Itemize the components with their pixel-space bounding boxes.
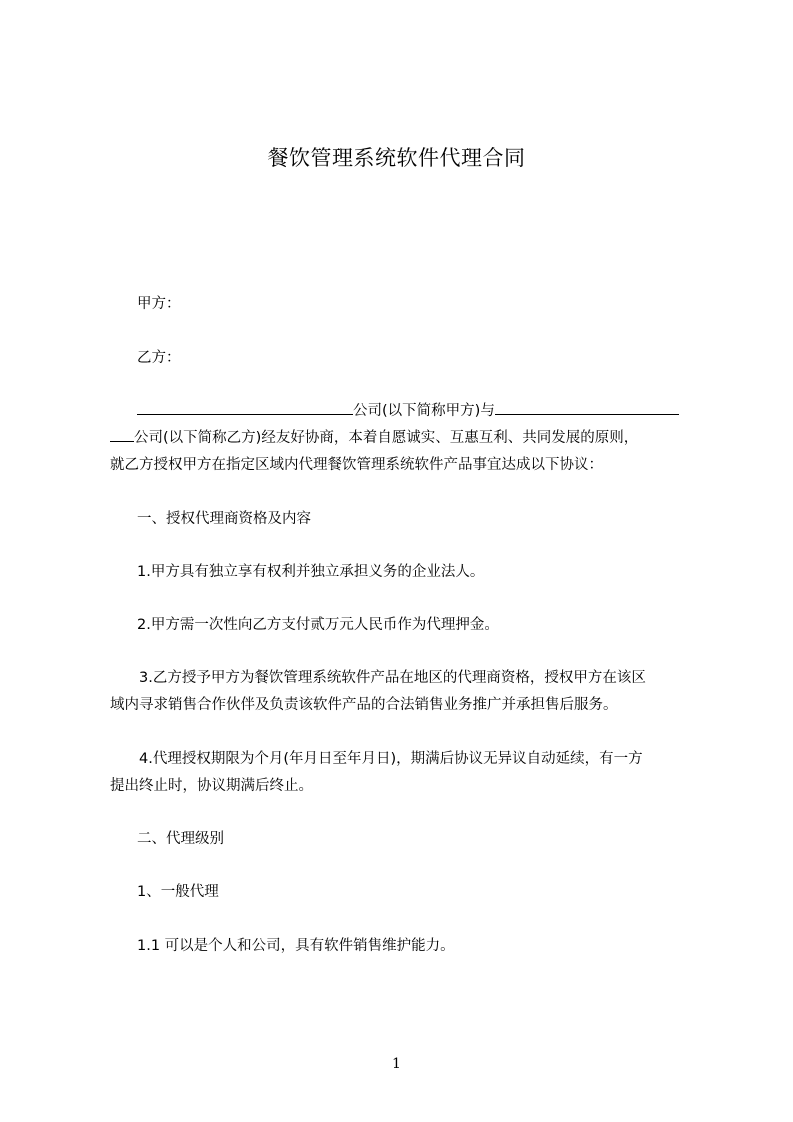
section2-heading: 二、代理级别 xyxy=(137,831,224,847)
party-a-label: 甲方： xyxy=(137,296,181,312)
section2-sub1: 1、一般代理 xyxy=(137,884,219,900)
section1-item4-line2: 提出终止时，协议期满后终止。 xyxy=(110,778,313,794)
section2-sub1-1: 1.1 可以是个人和公司，具有软件销售维护能力。 xyxy=(137,938,455,954)
section1-item1: 1.甲方具有独立享有权利并独立承担义务的企业法人。 xyxy=(137,564,485,580)
section1-item4-line1: 4.代理授权期限为个月(年月日至年月日)，期满后协议无异议自动延续，有一方 xyxy=(139,751,643,767)
party-a-blank xyxy=(137,400,353,415)
intro-text-2: 公司(以下简称乙方)经友好协商，本着自愿诚实、互惠互利、共同发展的原则， xyxy=(134,430,639,446)
intro-line-3: 就乙方授权甲方在指定区域内代理餐饮管理系统软件产品事宜达成以下协议： xyxy=(110,457,603,473)
section1-item3-line2: 域内寻求销售合作伙伴及负责该软件产品的合法销售业务推广并承担售后服务。 xyxy=(110,697,618,713)
party-b-blank-cont xyxy=(110,427,134,442)
section1-item2: 2.甲方需一次性向乙方支付贰万元人民币作为代理押金。 xyxy=(137,617,499,633)
party-b-blank xyxy=(495,400,679,415)
party-b-label: 乙方： xyxy=(137,350,181,366)
document-title: 餐饮管理系统软件代理合同 xyxy=(267,146,526,170)
section1-heading: 一、授权代理商资格及内容 xyxy=(137,511,311,527)
page-number: 1 xyxy=(392,1056,401,1072)
intro-text-1: 公司(以下简称甲方)与 xyxy=(353,403,495,419)
intro-line-1 xyxy=(137,399,727,420)
intro-line-2 xyxy=(110,426,700,447)
section1-item3-line1: 3.乙方授予甲方为餐饮管理系统软件产品在地区的代理商资格，授权甲方在该区 xyxy=(139,670,646,686)
